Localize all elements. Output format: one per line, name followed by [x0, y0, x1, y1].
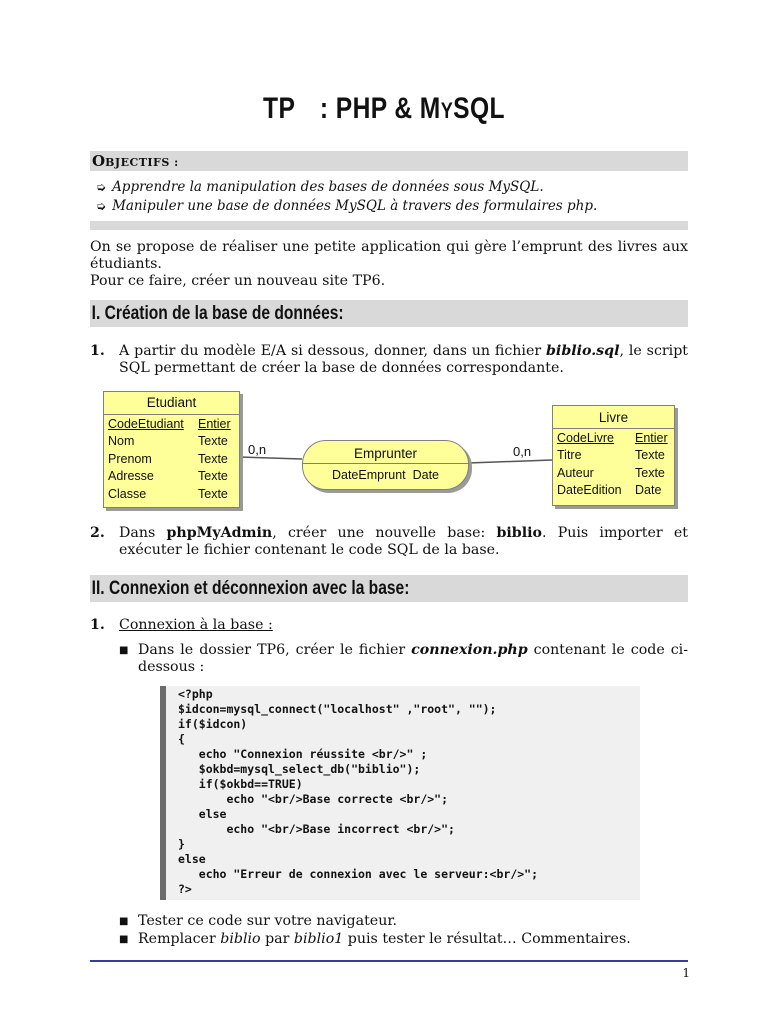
footer-rule	[90, 960, 688, 962]
entity-livre	[552, 405, 675, 506]
entity-title: Livre	[553, 406, 674, 429]
bullet-square-icon: ■	[119, 916, 129, 927]
item-text: A partir du modèle E/A si dessous, donner, dans un fichier biblio.sql, le script SQL permettant de créer la base de données correspondante.	[119, 343, 688, 376]
objectives-heading: OBJECTIFS :	[90, 151, 688, 171]
sub-item-text: Remplacer biblio par biblio1 puis tester le résultat… Commentaires.	[138, 931, 631, 947]
cardinality-right: 0,n	[513, 444, 532, 459]
attr-type: Texte	[198, 486, 228, 501]
link-etudiant-emprunter	[239, 457, 302, 459]
sub-item-text: Tester ce code sur votre navigateur.	[138, 913, 398, 929]
attr-name: CodeEtudiant	[108, 416, 184, 431]
attr-name: Adresse	[108, 469, 154, 484]
section-heading-1: I. Création de la base de données:	[90, 300, 688, 327]
attr-name: Auteur	[557, 465, 594, 480]
link-emprunter-livre	[468, 460, 552, 463]
attr-type: Entier	[635, 430, 668, 445]
page-number: 1	[682, 966, 690, 980]
attr-type: Texte	[198, 469, 228, 484]
association-emprunter	[302, 440, 469, 490]
arrow-icon: ➭	[96, 199, 107, 213]
code-block	[160, 686, 640, 900]
attr-type: Texte	[198, 451, 228, 466]
section-heading-2: II. Connexion et déconnexion avec la base:	[90, 575, 688, 602]
attr-type: Texte	[198, 434, 228, 449]
item-number: 1.	[90, 617, 105, 633]
entity-etudiant	[103, 391, 240, 508]
objective-item: ➭ Apprendre la manipulation des bases de données sous MySQL.	[96, 179, 544, 195]
entity-title: Etudiant	[104, 392, 239, 415]
attr-name: Nom	[108, 434, 135, 449]
entity-attributes	[553, 429, 668, 499]
attr-name: DateEdition	[557, 483, 622, 498]
association-attr: DateEmprunt Date	[331, 468, 439, 482]
attr-type: Entier	[198, 416, 231, 431]
association-title: Emprunter	[303, 441, 468, 464]
cardinality-left: 0,n	[248, 442, 267, 457]
attr-name: Classe	[108, 486, 147, 501]
objective-item: ➭ Manipuler une base de données MySQL à travers des formulaires php.	[96, 198, 598, 214]
item-text: Dans phpMyAdmin, créer une nouvelle base: biblio. Puis importer et exécuter le fichier contenant le code SQL de la base.	[119, 525, 688, 558]
code-text: <?php $idcon=mysql_connect("localhost" ,"root", ""); if($idcon) { echo "Connexion réussite <br/>" ; $okbd=mysql_select_db("biblio"); if($okbd==TRUE) echo "<br/>Base correcte <br/>"; else echo "<br/>Base incorrect <br/>"; } else echo "Erreur de connexion avec le serveur:<br/>"; ?>	[178, 687, 539, 896]
attr-type: Date	[635, 483, 662, 498]
item-number: 2.	[90, 525, 105, 541]
page-title: TP : PHP & MYSQL	[263, 92, 505, 125]
attr-type: Texte	[635, 465, 665, 480]
sub-item-text: Dans le dossier TP6, créer le fichier connexion.php contenant le code ci-dessous :	[138, 642, 689, 675]
attr-name: Titre	[557, 448, 582, 463]
intro-paragraph: On se propose de réaliser une petite application qui gère l’emprunt des livres aux étudiants. Pour ce faire, créer un nouveau site TP6.	[90, 239, 688, 289]
arrow-icon: ➭	[96, 180, 107, 194]
attr-name: Prenom	[108, 451, 152, 466]
entity-attributes	[104, 415, 231, 503]
item-number: 1.	[90, 343, 105, 359]
bullet-square-icon: ■	[119, 645, 129, 656]
bullet-square-icon: ■	[119, 934, 129, 945]
attr-name: CodeLivre	[557, 430, 614, 445]
item-label: Connexion à la base :	[119, 617, 273, 633]
attr-type: Texte	[635, 448, 665, 463]
